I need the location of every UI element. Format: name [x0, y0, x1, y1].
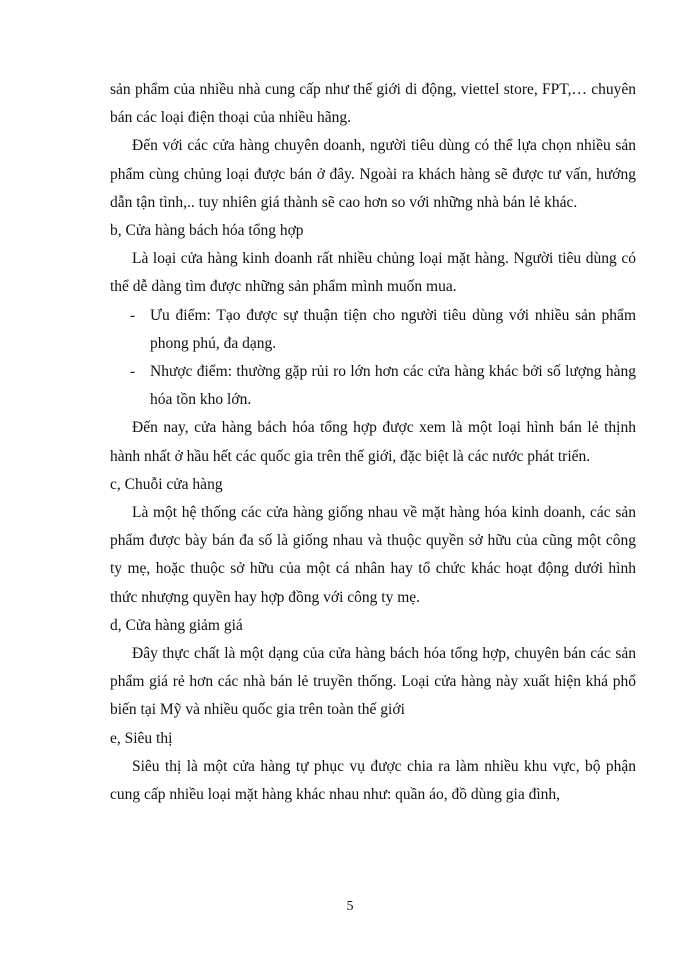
bullet-dash: - — [130, 363, 136, 381]
heading-e: e, Siêu thị — [110, 729, 173, 747]
paragraph-discount-store: Đây thực chất là một dạng của cửa hàng bách hóa tổng hợp, chuyên bán các sản phẩm giá rẻ hơn các nhà bán lẻ truyền thống. Loại cửa hàng này xuất hiện khá phổ biến tại Mỹ và nhiều quốc gia trên toàn thế giới — [110, 645, 636, 719]
paragraph-department-store: Là loại cửa hàng kinh doanh rất nhiều chủng loại mặt hàng. Người tiêu dùng có thể dễ dàng tìm được những sản phẩm mình muốn mua. — [110, 250, 636, 296]
heading-b: b, Cửa hàng bách hóa tổng hợp — [110, 222, 304, 240]
bullet-advantage-text: Ưu điểm: Tạo được sự thuận tiện cho người tiêu dùng với nhiều sản phẩm phong phú, đa dạng. — [150, 306, 636, 352]
paragraph-specialty-stores: Đến với các cửa hàng chuyên doanh, người tiêu dùng có thể lựa chọn nhiều sản phẩm cùng chủng loại được bán ở đây. Ngoài ra khách hàng sẽ được tư vấn, hướng dẫn tận tình,.. tuy nhiên giá thành sẽ cao hơn so với những nhà bán lẻ khác. — [110, 137, 636, 211]
bullet-dash: - — [130, 306, 136, 324]
heading-c: c, Chuỗi cửa hàng — [110, 475, 223, 493]
paragraph-chain-store: Là một hệ thống các cửa hàng giống nhau về mặt hàng hóa kinh doanh, các sản phẩm được bày bán đa số là giống nhau và thuộc quyền sở hữu của cũng một công ty mẹ, hoặc thuộc sở hữu của một cá nhân hay tổ chức khác hoạt động dưới hình thức nhượng quyền hay hợp đồng với công ty mẹ. — [110, 504, 636, 606]
heading-d: d, Cửa hàng giảm giá — [110, 616, 243, 634]
page-body — [110, 76, 636, 809]
paragraph-department-store-popularity: Đến nay, cửa hàng bách hóa tổng hợp được xem là một loại hình bán lẻ thịnh hành nhất ở hầu hết các quốc gia trên thế giới, đặc biệt là các nước phát triển. — [110, 419, 636, 465]
page-number: 5 — [346, 899, 354, 914]
bullet-disadvantage-text: Nhược điểm: thường gặp rủi ro lớn hơn các cửa hàng khác bởi số lượng hàng hóa tồn kho lớn. — [150, 363, 636, 409]
paragraph-continuation: sản phẩm của nhiều nhà cung cấp như thế giới di động, viettel store, FPT,… chuyên bán các loại điện thoại của nhiều hãng. — [110, 81, 636, 127]
bullet-disadvantage — [110, 358, 636, 414]
bullet-advantage — [110, 302, 636, 358]
paragraph-supermarket: Siêu thị là một cửa hàng tự phục vụ được chia ra làm nhiều khu vực, bộ phận cung cấp nhiều loại mặt hàng khác nhau như: quần áo, đồ dùng gia đình, — [110, 757, 636, 804]
